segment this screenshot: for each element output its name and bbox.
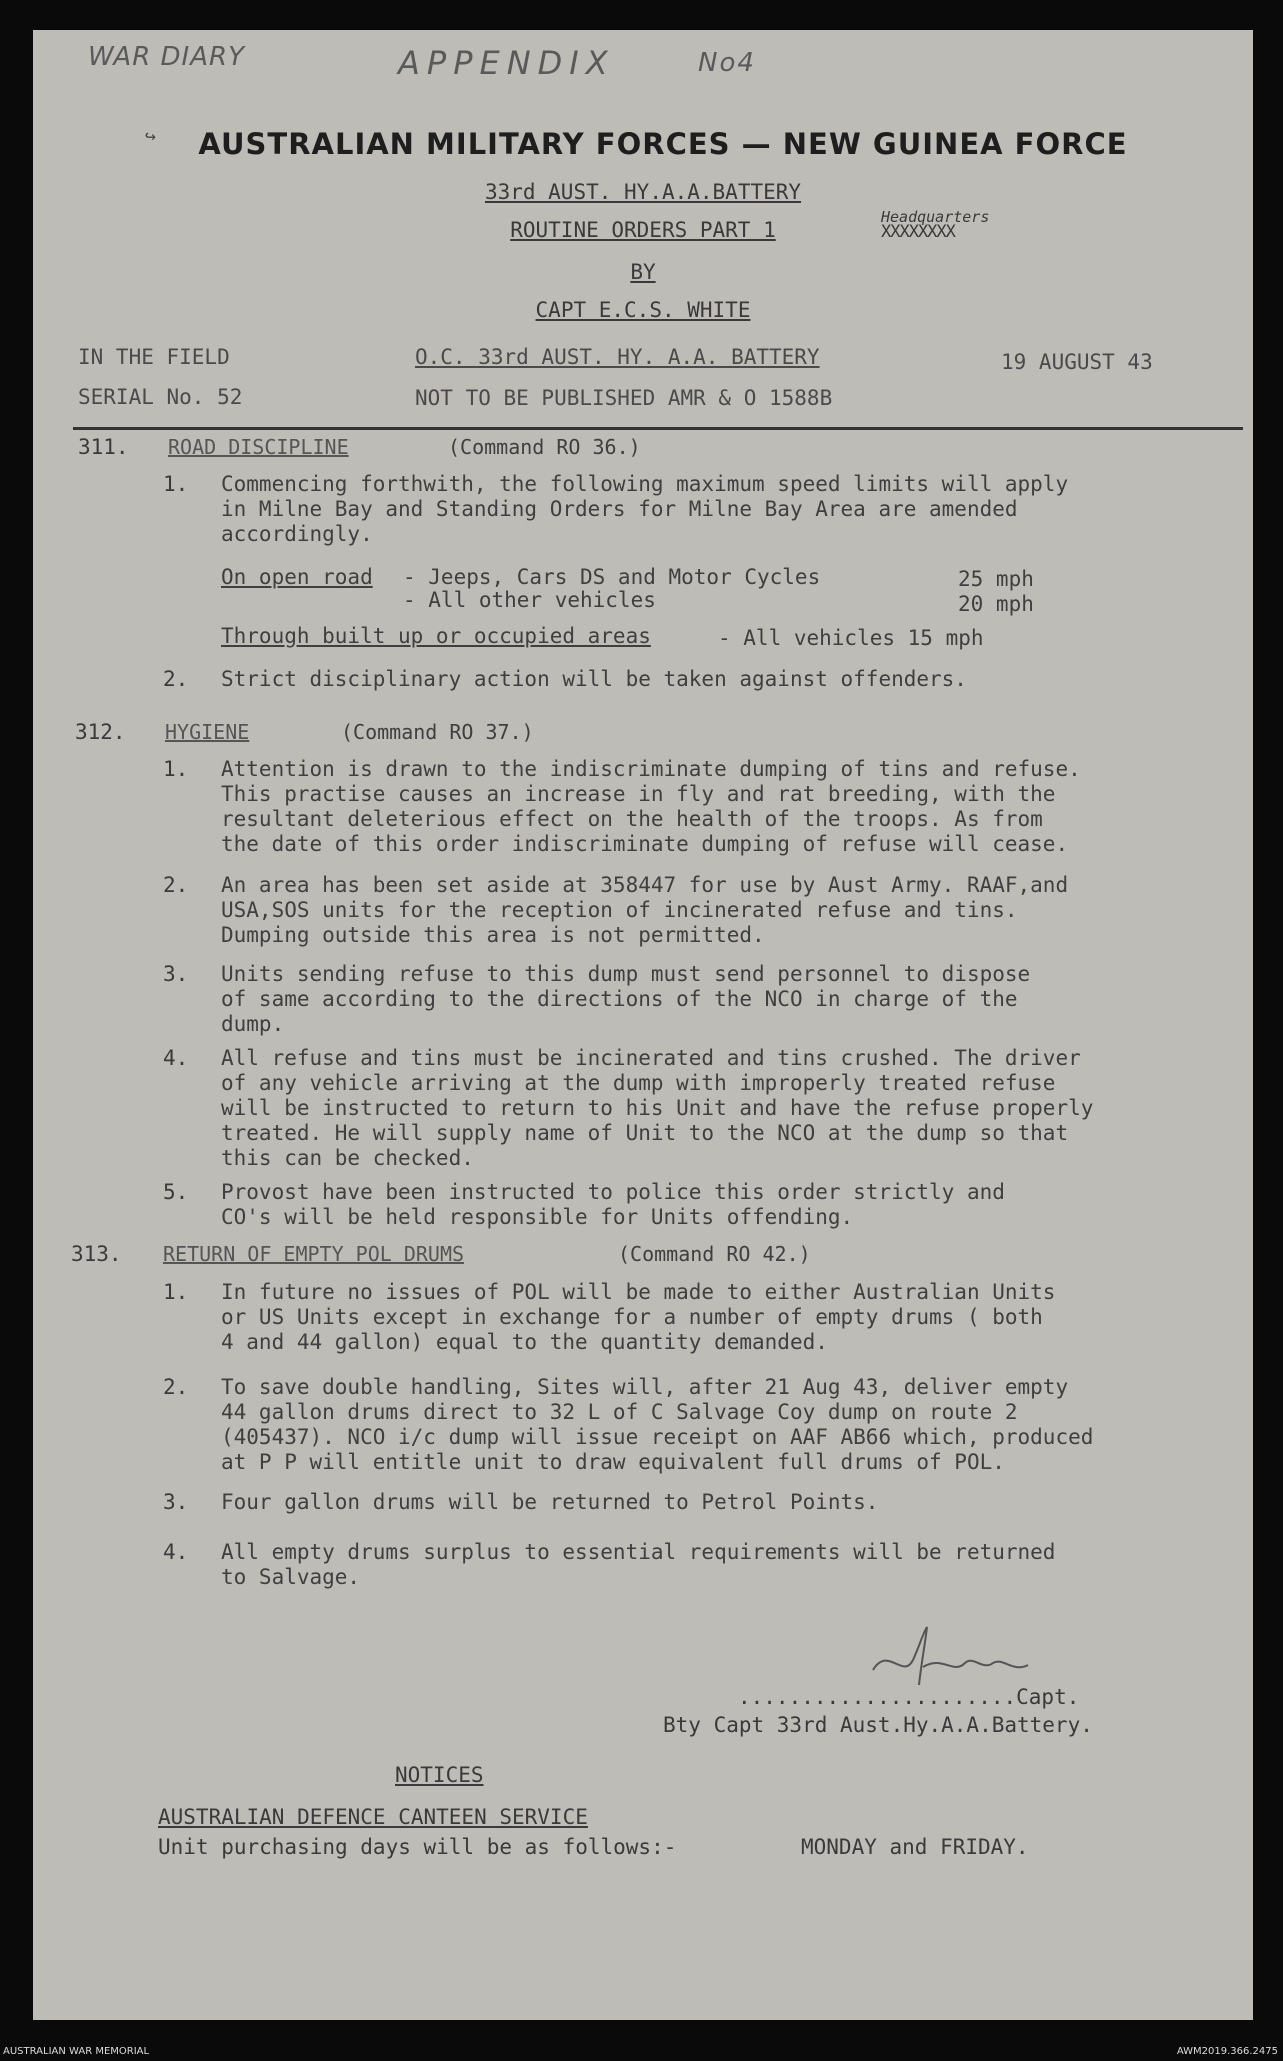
order-date: 19 AUGUST 43 [1001, 350, 1153, 374]
publication-note: NOT TO BE PUBLISHED AMR & O 1588B [415, 386, 833, 410]
paragraph-text: In future no issues of POL will be made to either Australian Units or US Units except in exchange for a number of empty drums ( both 4 and 44 gallon) equal to the quantity demanded. [221, 1280, 1056, 1354]
section-title: HYGIENE [165, 720, 250, 744]
paragraph-number: 1. [163, 757, 189, 781]
built-up-speed: - All vehicles 15 mph [718, 626, 984, 650]
signature-line: ......................Capt. [738, 1685, 1080, 1709]
section-number: 312. [75, 720, 126, 744]
section-command: (Command RO 42.) [618, 1242, 811, 1266]
paragraph-number: 4. [163, 1046, 189, 1070]
paragraph-text: Units sending refuse to this dump must send personnel to dispose of same according to the directions of the NCO in charge of the dump. [221, 962, 1031, 1036]
open-road-vehicles-2: - All other vehicles [403, 588, 656, 612]
location: IN THE FIELD [78, 345, 230, 369]
paragraph-text: An area has been set aside at 358447 for use by Aust Army. RAAF,and USA,SOS units for the reception of incinerated refuse and tins. Dumping outside this area is not permitted. [221, 873, 1069, 947]
open-road-vehicles-1: - Jeeps, Cars DS and Motor Cycles [403, 565, 821, 589]
serial-number: SERIAL No. 52 [78, 385, 243, 409]
headquarters-correction: Headquarters [881, 208, 990, 226]
routine-orders-title: ROUTINE ORDERS PART 1 [510, 218, 776, 242]
arrow-mark-icon: ↪ [145, 126, 156, 147]
paragraph-number: 2. [163, 667, 189, 691]
paragraph-number: 2. [163, 873, 189, 897]
canteen-service-heading: AUSTRALIAN DEFENCE CANTEEN SERVICE [158, 1805, 588, 1829]
battery-title: 33rd AUST. HY.A.A.BATTERY [484, 180, 802, 204]
section-command: (Command RO 36.) [448, 435, 641, 459]
paragraph-number: 1. [163, 472, 189, 496]
paragraph-number: 3. [163, 1490, 189, 1514]
paragraph-text: Four gallon drums will be returned to Petrol Points. [221, 1490, 879, 1514]
header-divider [73, 427, 1243, 430]
open-road-label: On open road [221, 565, 373, 589]
captain-name: CAPT E.C.S. WHITE [535, 298, 751, 322]
struck-out-text: XXXXXXXX [881, 222, 955, 242]
section-command: (Command RO 37.) [341, 720, 534, 744]
footer-accession-number: AWM2019.366.2475 [1176, 2046, 1278, 2057]
paragraph-text: Strict disciplinary action will be taken against offenders. [221, 667, 967, 691]
paragraph-text: Attention is drawn to the indiscriminate dumping of tins and refuse. This practise causes an increase in fly and rat breeding, with the resultant deleterious effect on the health of the troops. As from the date of this order indiscriminate dumping of refuse will cease. [221, 757, 1081, 856]
purchasing-days-value: MONDAY and FRIDAY. [801, 1835, 1029, 1859]
paragraph-number: 1. [163, 1280, 189, 1304]
footer-institution: AUSTRALIAN WAR MEMORIAL [3, 2046, 150, 2057]
document-page [33, 30, 1253, 2020]
paragraph-text: Provost have been instructed to police this order strictly and CO's will be held responsible for Units offending. [221, 1180, 1005, 1229]
paragraph-text: All refuse and tins must be incinerated and tins crushed. The driver of any vehicle arriving at the dump with improperly treated refuse will be instructed to return to his Unit and have the refuse properly treated. He will supply name of Unit to the NCO at the dump so that this can be checked. [221, 1046, 1094, 1170]
paragraph-number: 3. [163, 962, 189, 986]
appendix-number-annotation: No4 [698, 48, 756, 78]
appendix-annotation: APPENDIX [398, 44, 615, 82]
section-number: 311. [78, 435, 129, 459]
speed-limit-2: 20 mph [958, 592, 1034, 616]
paragraph-text: All empty drums surplus to essential requirements will be returned to Salvage. [221, 1540, 1056, 1589]
section-number: 313. [71, 1242, 122, 1266]
by-line: BY [630, 260, 656, 284]
speed-limit-1: 25 mph [958, 567, 1034, 591]
war-diary-annotation: WAR DIARY [88, 42, 245, 72]
oc-line: O.C. 33rd AUST. HY. A.A. BATTERY [415, 345, 820, 369]
paragraph-number: 4. [163, 1540, 189, 1564]
paragraph-text: To save double handling, Sites will, after 21 Aug 43, deliver empty 44 gallon drums direct to 32 L of C Salvage Coy dump on route 2 (405437). NCO i/c dump will issue receipt on AAF AB66 which, produced at P P will entitle unit to draw equivalent full drums of POL. [221, 1375, 1094, 1474]
force-banner: AUSTRALIAN MILITARY FORCES — NEW GUINEA FORCE [198, 127, 1128, 161]
section-title: ROAD DISCIPLINE [168, 435, 349, 459]
notices-heading: NOTICES [395, 1763, 484, 1787]
built-up-label: Through built up or occupied areas [221, 624, 651, 648]
purchasing-days-text: Unit purchasing days will be as follows:- [158, 1835, 677, 1859]
section-title: RETURN OF EMPTY POL DRUMS [163, 1242, 465, 1266]
paragraph-text: Commencing forthwith, the following maximum speed limits will apply in Milne Bay and Standing Orders for Milne Bay Area are amended accordingly. [221, 472, 1069, 546]
paragraph-number: 2. [163, 1375, 189, 1399]
signatory-title: Bty Capt 33rd Aust.Hy.A.A.Battery. [663, 1713, 1093, 1737]
paragraph-number: 5. [163, 1180, 189, 1204]
